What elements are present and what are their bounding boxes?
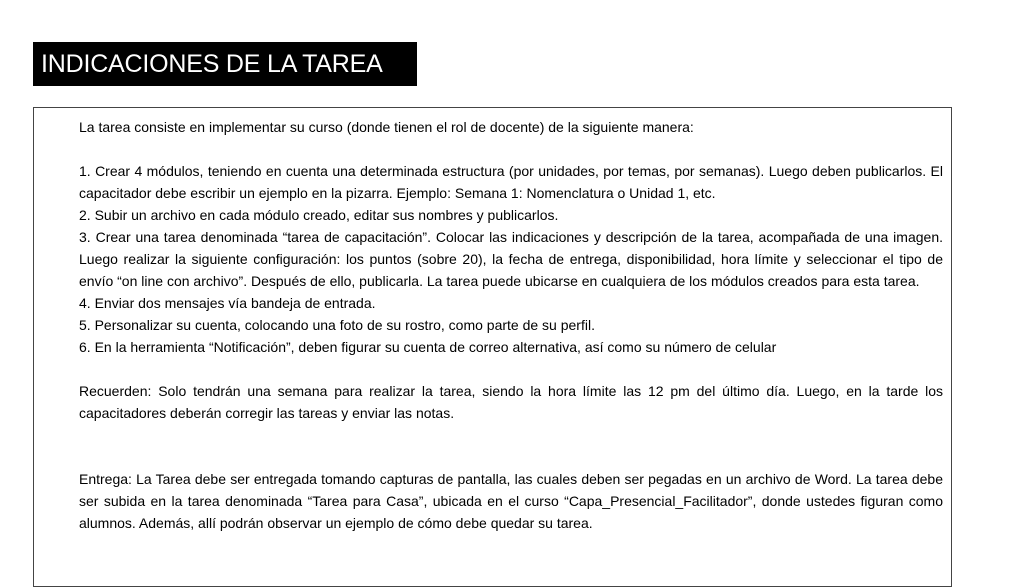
spacer [79,358,943,380]
intro-text: La tarea consiste en implementar su curso (donde tienen el rol de docente) de la siguiente manera: [79,119,694,135]
step-6: 6. En la herramienta “Notificación”, deben figurar su cuenta de correo alternativa, así como su número de celular [79,339,777,355]
delivery-text: Entrega: La Tarea debe ser entregada tomando capturas de pantalla, las cuales deben ser pegadas en un archivo de Word. La tarea debe ser subida en la tarea denominada “Tarea para Casa”, ubicada en el curso “Capa_Presencial_Facilitador”, donde ustedes figuran como alumnos. Además, allí podrán observar un ejemplo de cómo debe quedar su tarea. [79,471,943,531]
step-1: 1. Crear 4 módulos, teniendo en cuenta una determinada estructura (por unidades, por temas, por semanas). Luego deben publicarlos. El capacitador debe escribir un ejemplo en la pizarra. Ejemplo: Semana 1: Nomenclatura o Unidad 1, etc. [79,163,943,201]
title-bar [33,42,417,86]
step-3: 3. Crear una tarea denominada “tarea de capacitación”. Colocar las indicaciones y descripción de la tarea, acompañada de una imagen. Luego realizar la siguiente configuración: los puntos (sobre 20), la fecha de entrega, disponibilidad, hora límite y seleccionar el tipo de envío “on line con archivo”. Después de ello, publicarla. La tarea puede ubicarse en cualquiera de los módulos creados para esta tarea. [79,229,943,289]
step-4: 4. Enviar dos mensajes vía bandeja de entrada. [79,295,376,311]
step-2: 2. Subir un archivo en cada módulo creado, editar sus nombres y publicarlos. [79,207,559,223]
spacer [79,138,943,160]
spacer [79,424,943,468]
content-box [33,107,952,587]
reminder-text: Recuerden: Solo tendrán una semana para realizar la tarea, siendo la hora límite las 12 pm del último día. Luego, en la tarde los capacitadores deberán corregir las tareas y enviar las notas. [79,383,943,421]
step-5: 5. Personalizar su cuenta, colocando una foto de su rostro, como parte de su perfil. [79,317,595,333]
slide-title: INDICACIONES DE LA TAREA [41,49,383,78]
